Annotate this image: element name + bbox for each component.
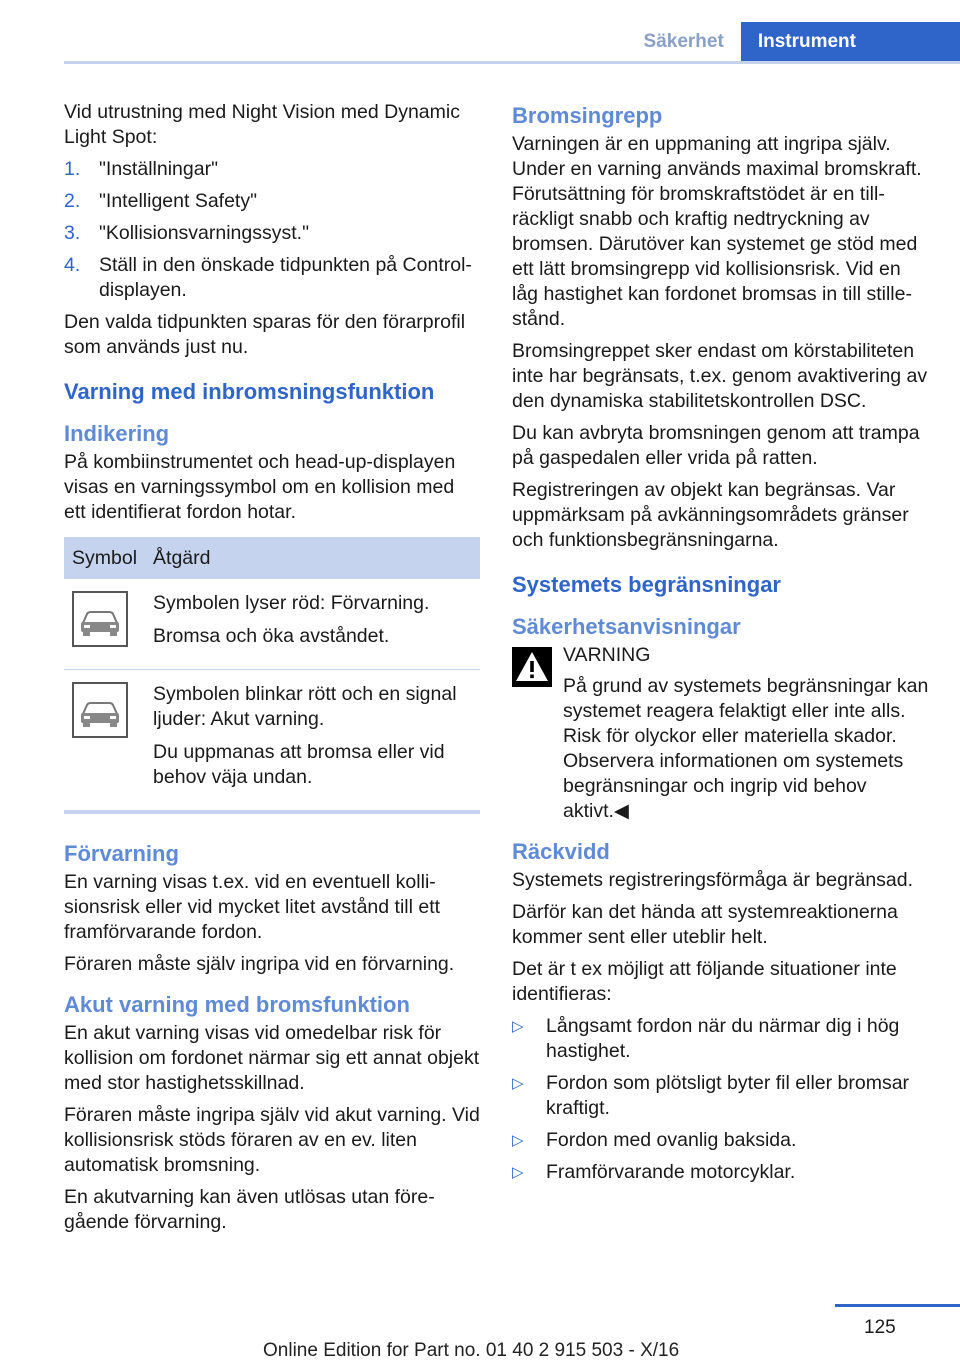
step-text: "Inställningar" (99, 158, 218, 180)
forvarning-text: Föraren måste själv ingripa vid en förvarning. (64, 953, 455, 975)
list-item (512, 1014, 930, 1064)
rackvidd-text: Systemets registreringsförmåga är begränsad. (512, 869, 914, 891)
list-item (512, 1128, 930, 1153)
warning-block (512, 643, 930, 824)
table-row (64, 670, 480, 813)
arrow-bullet-icon: ▷ (512, 1018, 524, 1035)
rackvidd-text: Det är t ex möjligt att följande situationer inte identifieras: (512, 958, 897, 1005)
left-column (64, 100, 480, 1242)
rackvidd-text: Därför kan det hända att systemreaktionerna kommer sent eller uteblir helt. (512, 901, 898, 948)
akut-text: En akutvarning kan även utlösas utan föregående förvarning. (64, 1186, 435, 1233)
indikering-text: På kombiinstrumentet och head-up-displayen visas en varningssymbol om en kollision med ett identifierat fordon hotar. (64, 451, 456, 523)
heading-rackvidd: Räckvidd (512, 839, 610, 864)
action-cell (145, 579, 480, 670)
bullet-text: Framförvarande motorcyklar. (546, 1161, 796, 1183)
broms-text: Bromsingreppet sker endast om körstabiliteten inte har begränsats, t.ex. genom avaktivering av den dynamiska stabilitetskontrollen DSC. (512, 340, 928, 412)
tab-section[interactable]: Säkerhet (627, 22, 741, 62)
heading-forvarning: Förvarning (64, 841, 179, 866)
step-number: 4. (64, 254, 81, 276)
header-tabs (627, 22, 960, 62)
heading-begransningar: Systemets begränsningar (512, 572, 781, 597)
step-text: Ställ in den önskade tidpunkten på Control-displayen. (99, 254, 472, 301)
symbol-table (64, 537, 480, 814)
header-divider (64, 61, 960, 64)
step-number: 3. (64, 222, 81, 244)
broms-text: Varningen är en uppmaning att ingripa själv. Under en varning används maximal bromskraft. Förutsättning för bromskraftstödet är en tillräckligt snabb och kraftig nedtryckning av bromsen. Därutöver kan systemet ge stöd med ett lätt bromsingrepp vid kollisionsrisk. Vid en låg hastighet kan fordonet bromsas in till stillestånd. (512, 133, 922, 330)
saved-profile-text: Den valda tidpunkten sparas för den förarprofil som används just nu. (64, 311, 466, 358)
bullet-text: Fordon som plötsligt byter fil eller bromsar kraftigt. (546, 1072, 910, 1119)
warning-title: VARNING (563, 644, 651, 666)
heading-bromsingrepp: Bromsingrepp (512, 103, 663, 128)
arrow-bullet-icon: ▷ (512, 1075, 524, 1092)
action-line: Du uppmanas att bromsa eller vid behov väja undan. (153, 741, 445, 788)
broms-text: Du kan avbryta bromsningen genom att trampa på gaspedalen eller vrida på ratten. (512, 422, 920, 469)
settings-steps (64, 157, 480, 303)
list-item (64, 189, 480, 214)
intro-text: Vid utrustning med Night Vision med Dynamic Light Spot: (64, 101, 460, 148)
step-number: 2. (64, 190, 81, 212)
car-warning-icon (72, 591, 128, 647)
action-line: Symbolen blinkar rött och en signal ljuder: Akut varning. (153, 683, 457, 730)
heading-sakerhetsanvisningar: Säkerhetsanvisningar (512, 614, 741, 639)
arrow-bullet-icon: ▷ (512, 1132, 524, 1149)
table-header (64, 537, 480, 579)
list-item (64, 221, 480, 246)
heading-varning: Varning med inbromsningsfunktion (64, 379, 435, 404)
step-text: "Intelligent Safety" (99, 190, 258, 212)
table-row (64, 579, 480, 670)
car-warning-icon (72, 682, 128, 738)
edition-footer: Online Edition for Part no. 01 40 2 915 503 - X/16 (263, 1340, 680, 1361)
warning-triangle-icon (512, 647, 552, 687)
page-number: 125 (864, 1317, 896, 1338)
heading-indikering: Indikering (64, 421, 170, 446)
list-item (512, 1071, 930, 1121)
icon-cell (64, 579, 145, 670)
tab-chapter[interactable]: Instrument (741, 22, 960, 62)
icon-cell (64, 670, 145, 813)
column-symbol: Symbol (64, 537, 145, 579)
bullet-text: Fordon med ovanlig baksida. (546, 1129, 797, 1151)
list-item (512, 1160, 930, 1185)
action-line: Symbolen lyser röd: Förvarning. (153, 592, 430, 614)
warning-text: På grund av systemets begränsningar kan systemet reagera felaktigt eller inte alls. Risk för olyckor eller materiella skador. Observera informationen om systemets begränsningar och ingrip vid behov aktivt.◀ (563, 675, 929, 822)
situations-list (512, 1014, 930, 1185)
akut-text: En akut varning visas vid omedelbar risk för kollision om fordonet närmar sig ett annat objekt med stor hastighetsskillnad. (64, 1022, 480, 1094)
bullet-text: Långsamt fordon när du närmar dig i hög hastighet. (546, 1015, 900, 1062)
list-item (64, 253, 480, 303)
column-action: Åtgärd (145, 537, 480, 579)
step-text: "Kollisionsvarningssyst." (99, 222, 310, 244)
heading-akut: Akut varning med bromsfunktion (64, 992, 410, 1017)
forvarning-text: En varning visas t.ex. vid en eventuell kollisionsrisk eller vid mycket litet avstånd till ett framförvarande fordon. (64, 871, 441, 943)
akut-text: Föraren måste ingripa själv vid akut varning. Vid kollisionsrisk stöds föraren av en ev. liten automatisk bromsning. (64, 1104, 480, 1176)
footer-divider (835, 1304, 960, 1307)
action-line: Bromsa och öka avståndet. (153, 625, 390, 647)
arrow-bullet-icon: ▷ (512, 1164, 524, 1181)
right-column (512, 100, 930, 1192)
list-item (64, 157, 480, 182)
broms-text: Registreringen av objekt kan begränsas. Var uppmärksam på avkänningsområdets gränser och funktionsbegränsningarna. (512, 479, 909, 551)
step-number: 1. (64, 158, 81, 180)
action-cell (145, 670, 480, 813)
